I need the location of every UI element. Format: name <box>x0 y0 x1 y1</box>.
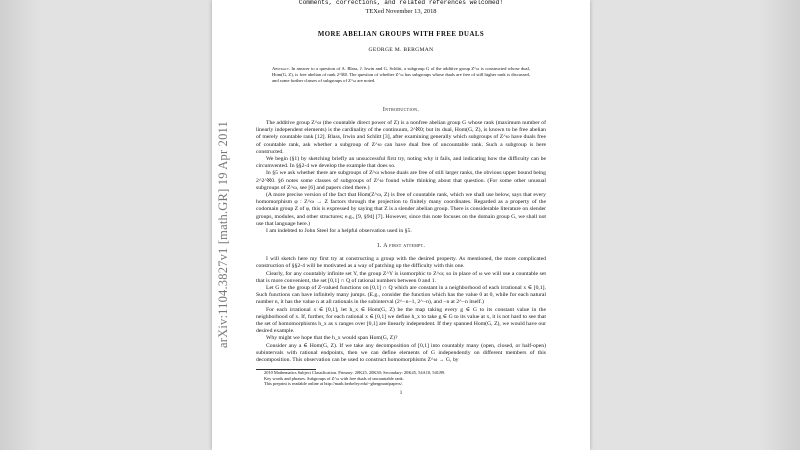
footnote-msc: 2010 Mathematics Subject Classification. Primary: 20K25, 20K30; Secondary: 20K45, 54A10, 54G99. <box>264 370 446 376</box>
section1-paragraph: Consider any a ∈ Hom(G, Z). If we take any decomposition of [0,1] into countably many (open, closed, or half-open) subintervals with rational endpoints, then we can define elements of G independently on different members of this decomposition. This observation can be used to construct homomorphisms Z^ω → G, by <box>256 342 546 364</box>
page-content <box>256 0 546 396</box>
paper-title: MORE ABELIAN GROUPS WITH FREE DUALS <box>317 31 485 38</box>
abstract <box>272 66 530 84</box>
paper-author: GEORGE M. BERGMAN <box>368 47 434 53</box>
section1-paragraph: Let G be the group of Z-valued functions on [0,1] ∩ Q which are constant in a neighborhood of each irrational x ∈ [0,1]. Such functions can have infinitely many jumps. (E.g., consider the function which has the value 0 at 0, while for each natural number n, it has the value n at all rationals in the subinterval (2^−n−1, 2^−n), and −n at 2^−n itself.) <box>256 285 546 306</box>
section1-paragraph: Why might we hope that the h_x would span Hom(G, Z)? <box>266 335 398 342</box>
intro-paragraph: (A more precise version of the fact that Hom(Z^ω, Z) is free of countable rank, which we shall use below, says that every homomorphism φ : Z^ω → Z factors through the projection to finitely many coordinates. Regarded as a property of the codomain group Z of φ, this is expressed by saying that Z is a slender abelian group. There is considerable literature on slender groups, modules, and other structures; e.g., [9, §94] [7]. However, since this note focuses on the domain group G, we shall not use that language here.) <box>256 192 546 227</box>
intro-paragraph: In §5 we ask whether there are subgroups of Z^ω whose duals are free of still larger ranks, the obvious upper bound being 2^2^ℵ0. §6 notes some classes of subgroups of Z^ω found while thinking about that question. (For some other unusual subgroups of Z^ω, see [6] and papers cited there.) <box>256 170 546 191</box>
arxiv-stamp: arXiv:1104.3827v1 [math.GR] 19 Apr 2011 <box>216 121 230 348</box>
section-heading-first-attempt: 1. A first attempt. <box>376 243 426 250</box>
section1-paragraph: For each irrational x ∈ [0,1], let h_x ∈ Hom(G, Z) be the map taking every g ∈ G to its constant value in the neighborhood of x. If, further, for each rational x ∈ [0,1] we define h_x to take g ∈ G to its value at x, it is not hard to see that the set of homomorphisms h_x as x ranges over [0,1] are linearly independent. If they spanned Hom(G, Z), we would have our desired example. <box>256 306 546 335</box>
footnote-preprint-url: This preprint is readable online at http://math.berkeley.edu/~gbergman/papers/. <box>264 381 403 387</box>
abstract-label: Abstract. <box>272 66 290 71</box>
intro-paragraph: The additive group Z^ω (the countable direct power of Z) is a nonfree abelian group G whose rank (maximum number of linearly independent elements) is the cardinality of the continuum, 2^ℵ0; but its dual, Hom(G, Z), is known to be free abelian of merely countable rank [12]. Blass, Irwin and Schlitt [3], after examining generally which subgroups of Z^ω have duals free of countable rank, ask whether a subgroup of Z^ω can have dual free of uncountable rank. Such a subgroup is here constructed. <box>256 120 546 155</box>
page-number: 1 <box>399 391 403 397</box>
intro-paragraph: I am indebted to John Steel for a helpful observation used in §5. <box>266 228 412 235</box>
compile-date: TEXed November 13, 2018 <box>365 8 437 15</box>
abstract-text: In answer to a question of A. Blass, J. Irwin and G. Schlitt, a subgroup G of the additive group Z^ω is constructed whose dual, Hom(G, Z), is free abelian of rank 2^ℵ0. The question of whether Z^ω has subgroups whose duals are free of still higher rank is discussed, and some further classes of subgroups of Z^ω are noted. <box>272 66 530 83</box>
footnote-keywords: Key words and phrases. Subgroups of Z^ω with free duals of uncountable rank. <box>264 375 404 381</box>
section-heading-introduction: Introduction. <box>382 107 420 113</box>
header-banner: Comments, corrections, and related references welcomed! <box>298 0 504 6</box>
section1-paragraph: I will sketch here my first try at constructing a group with the desired property. As mentioned, the more complicated construction of §§2-4 will be motivated as a way of patching up the difficulty with this one. <box>256 256 546 270</box>
pdf-page <box>212 0 590 450</box>
intro-paragraph: We begin (§1) by sketching briefly an unsuccessful first try, noting why it fails, and indicating how the difficulty can be circumvented. In §§2-4 we develop the example that does so. <box>256 156 546 170</box>
section1-paragraph: Clearly, for any countably infinite set Y, the group Z^Y is isomorphic to Z^ω; so in place of ω we will use a countable set that is more convenient, the set [0,1] ∩ Q of rational numbers between 0 and 1. <box>256 270 546 284</box>
